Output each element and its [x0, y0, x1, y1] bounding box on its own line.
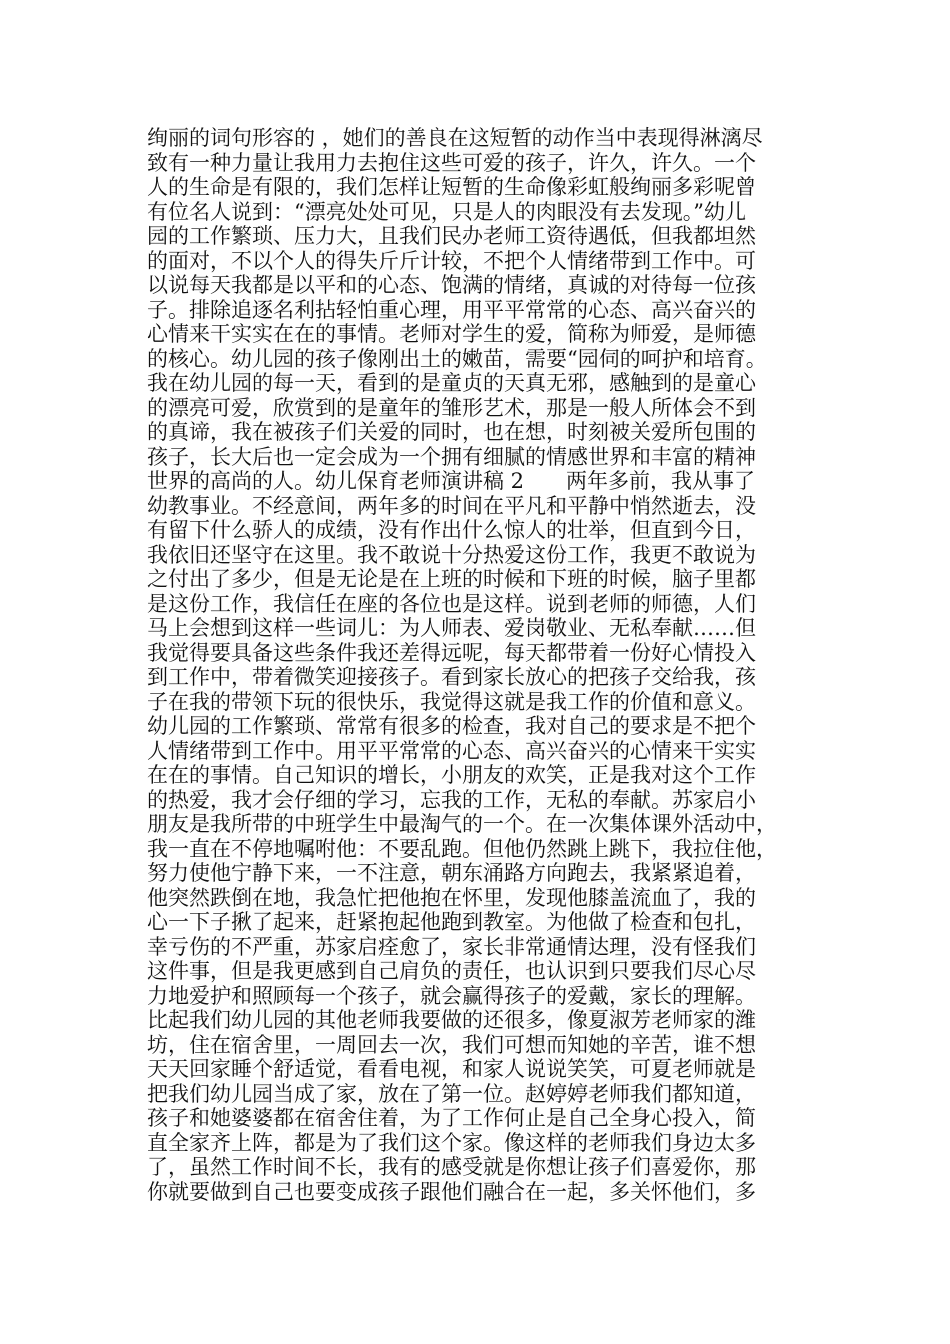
text-line: 我觉得要具备这些条件我还差得远呢，每天都带着一份好心情投入	[147, 640, 756, 665]
text-line: 马上会想到这样一些词儿：为人师表、爱岗敬业、无私奉献……但	[147, 616, 756, 640]
text-line: 幸亏伤的不严重，苏家启痊愈了，家长非常通情达理，没有怪我们	[147, 934, 756, 959]
text-line: 孩子和她婆婆都在宿舍住着，为了工作何止是自己全身心投入，简	[147, 1106, 756, 1130]
text-line: 的漂亮可爱，欣赏到的是童年的雏形艺术，那是一般人所体会不到	[147, 395, 756, 420]
text-line: 以说每天我都是以平和的心态、饱满的情绪，真诚的对待每一位孩	[147, 273, 756, 297]
text-line: 努力使他宁静下来，一不注意，朝东涌路方向跑去，我紧紧追着，	[147, 861, 756, 885]
text-line: 人情绪带到工作中。用平平常常的心态、高兴奋兴的心情来干实实	[147, 738, 756, 763]
text-line: 有留下什么骄人的成绩，没有作出什么惊人的壮举，但直到今日，	[147, 518, 756, 542]
text-line: 到工作中，带着微笑迎接孩子。看到家长放心的把孩子交给我，孩	[147, 665, 756, 689]
text-line: 这件事，但是我更感到自己肩负的责任，也认识到只要我们尽心尽	[147, 959, 756, 983]
text-line: 的核心。幼儿园的孩子像刚出土的嫩苗，需要“园伺的呵护和培育。	[147, 346, 767, 371]
text-line: 坊，住在宿舍里，一周回去一次，我们可想而知她的辛苦，谁不想	[147, 1032, 756, 1057]
text-line: 比起我们幼儿园的其他老师我要做的还很多，像夏淑芳老师家的潍	[147, 1008, 756, 1032]
text-line: 天天回家睡个舒适觉，看看电视，和家人说说笑笑，可夏老师就是	[147, 1057, 756, 1081]
text-line: 朋友是我所带的中班学生中最淘气的一个。在一次集体课外活动中，	[147, 812, 777, 836]
text-line: 是这份工作，我信任在座的各位也是这样。说到老师的师德，人们	[147, 591, 756, 616]
text-line: 孩子，长大后也一定会成为一个拥有细腻的情感世界和丰富的精神	[147, 444, 756, 469]
text-line: 力地爱护和照顾每一个孩子，就会赢得孩子的爱戴，家长的理解。	[147, 983, 756, 1008]
text-line: 心一下子揪了起来，赶紧抱起他跑到教室。为他做了检查和包扎，	[147, 910, 756, 934]
text-line: 他突然跌倒在地，我急忙把他抱在怀里，发现他膝盖流血了，我的	[147, 885, 756, 910]
text-line: 致有一种力量让我用力去抱住这些可爱的孩子，许久，许久。一个	[147, 150, 756, 175]
text-line: 了，虽然工作时间不长，我有的感受就是你想让孩子们喜爱你，那	[147, 1155, 756, 1179]
text-line: 的真谛，我在被孩子们关爱的同时，也在想，时刻被关爱所包围的	[147, 420, 756, 444]
text-line: 幼教事业。不经意间，两年多的时间在平凡和平静中悄然逝去，没	[147, 493, 756, 518]
text-line: 把我们幼儿园当成了家，放在了第一位。赵婷婷老师我们都知道，	[147, 1081, 756, 1106]
text-line: 世界的高尚的人。幼儿保育老师演讲稿 2 两年多前，我从事了	[147, 469, 756, 493]
text-line: 我依旧还坚守在这里。我不敢说十分热爱这份工作，我更不敢说为	[147, 542, 756, 567]
text-line: 你就要做到自己也要变成孩子跟他们融合在一起，多关怀他们，多	[147, 1179, 756, 1204]
text-line: 园的工作繁琐、压力大，且我们民办老师工资待遇低，但我都坦然	[147, 224, 756, 248]
text-line: 幼儿园的工作繁琐、常常有很多的检查，我对自己的要求是不把个	[147, 714, 756, 738]
text-line: 的面对，不以个人的得失斤斤计较，不把个人情绪带到工作中。可	[147, 248, 756, 273]
text-line: 子在我的带领下玩的很快乐，我觉得这就是我工作的价值和意义。	[147, 689, 756, 714]
body-text	[147, 126, 817, 1204]
text-line: 子。排除追逐名利拈轻怕重心理，用平平常常的心态、高兴奋兴的	[147, 297, 756, 322]
text-line: 之付出了多少，但是无论是在上班的时候和下班的时候，脑子里都	[147, 567, 756, 591]
text-line: 心情来干实实在在的事情。老师对学生的爱，简称为师爱，是师德	[147, 322, 756, 346]
text-line: 在在的事情。自己知识的增长，小朋友的欢笑，正是我对这个工作	[147, 763, 756, 787]
text-line: 有位名人说到：“漂亮处处可见，只是人的肉眼没有去发现。”幼儿	[147, 199, 746, 224]
text-line: 人的生命是有限的，我们怎样让短暂的生命像彩虹般绚丽多彩呢曾	[147, 175, 756, 199]
text-line: 的热爱，我才会仔细的学习，忘我的工作，无私的奉献。苏家启小	[147, 787, 756, 812]
text-line: 我一直在不停地嘱咐他：不要乱跑。但他仍然跳上跳下，我拉住他，	[147, 836, 777, 861]
text-line: 直全家齐上阵，都是为了我们这个家。像这样的老师我们身边太多	[147, 1130, 756, 1155]
text-line: 我在幼儿园的每一天，看到的是童贞的天真无邪，感触到的是童心	[147, 371, 756, 395]
text-line: 绚丽的词句形容的 ，她们的善良在这短暂的动作当中表现得淋漓尽	[147, 126, 763, 150]
